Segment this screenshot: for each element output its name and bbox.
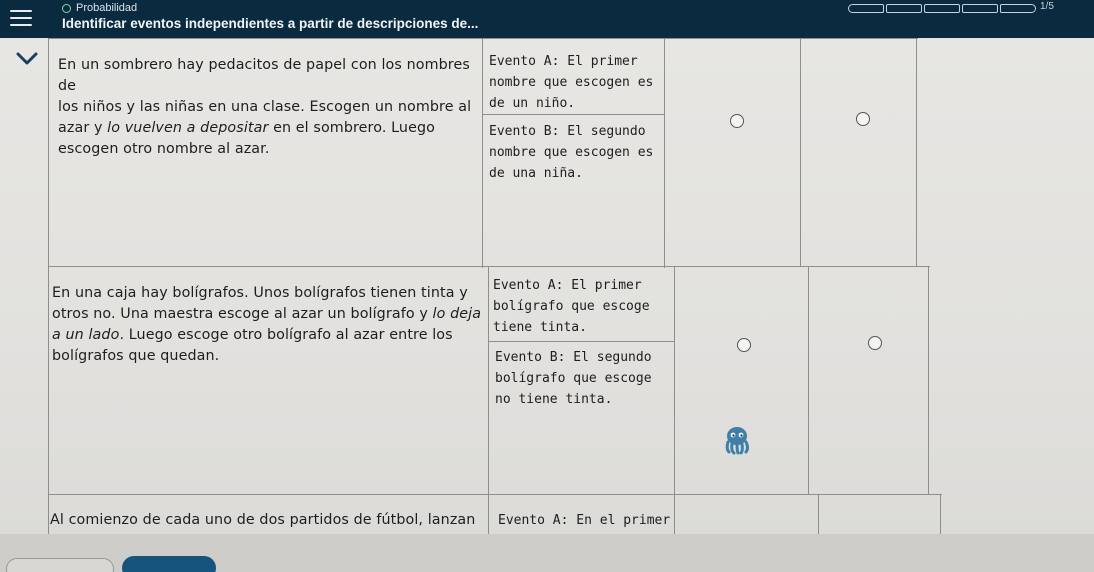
row-1-independent-radio[interactable] <box>730 114 744 128</box>
exercise-title: Identificar eventos independientes a partir de descripciones de... <box>62 16 479 31</box>
table-border <box>48 266 930 267</box>
progress-segment <box>1000 4 1036 13</box>
table-border <box>482 38 483 268</box>
row-1-dependent-radio[interactable] <box>856 112 870 126</box>
progress-segment <box>848 4 884 13</box>
row-2-event-a: Evento A: El primer bolígrafo que escoge tiene tinta. <box>493 278 650 335</box>
row-1-description: En un sombrero hay pedacitos de papel con los nombres de los niños y las niñas en una clase. Escogen un nombre al azar y lo vuelven a depositar en el sombrero. Luego escogen otro nombre al azar. <box>58 57 472 157</box>
table-border <box>940 494 941 534</box>
question-table <box>0 38 1094 534</box>
subject-status-icon <box>62 4 71 13</box>
row-1-event-b: Evento B: El segundo nombre que escogen es de una niña. <box>489 124 654 181</box>
progress-segment <box>924 4 960 13</box>
progress-bar <box>848 4 1036 13</box>
progress-segment <box>962 4 998 13</box>
row-2-description: En una caja hay bolígrafos. Unos bolígrafos tienen tinta y otros no. Una maestra escoge al azar un bolígrafo y lo deja a un lado. Luego escoge otro bolígrafo al azar entre los bolígrafos que quedan. <box>52 285 482 364</box>
row-1-event-a: Evento A: El primer nombre que escogen es de un niño. <box>489 54 654 111</box>
hamburger-menu-icon[interactable] <box>10 10 32 26</box>
subject-name: Probabilidad <box>76 2 138 14</box>
row-2-event-b: Evento B: El segundo bolígrafo que escoge no tiene tinta. <box>495 350 652 407</box>
table-border <box>928 267 929 495</box>
primary-button[interactable] <box>122 556 216 572</box>
progress-counter: 1/5 <box>1040 1 1054 12</box>
table-border <box>48 38 49 534</box>
row-3-description: Al comienzo de cada uno de dos partidos de fútbol, lanzan <box>50 512 476 528</box>
table-border <box>488 341 674 342</box>
bottom-bar <box>0 534 1094 572</box>
row-2-independent-radio[interactable] <box>737 338 751 352</box>
secondary-button[interactable] <box>6 558 114 572</box>
chevron-down-icon[interactable] <box>16 52 38 66</box>
progress-segment <box>886 4 922 13</box>
table-border <box>916 38 917 266</box>
top-bar <box>0 0 1094 38</box>
subject-label <box>62 2 137 14</box>
table-border <box>808 267 809 495</box>
table-border <box>48 38 918 39</box>
table-border <box>818 494 819 534</box>
octopus-mascot-icon <box>722 425 752 455</box>
table-border <box>800 38 801 266</box>
table-border <box>48 494 942 495</box>
row-2-dependent-radio[interactable] <box>868 336 882 350</box>
table-border <box>482 114 664 115</box>
row-3-event-a: Evento A: En el primer <box>498 513 671 528</box>
